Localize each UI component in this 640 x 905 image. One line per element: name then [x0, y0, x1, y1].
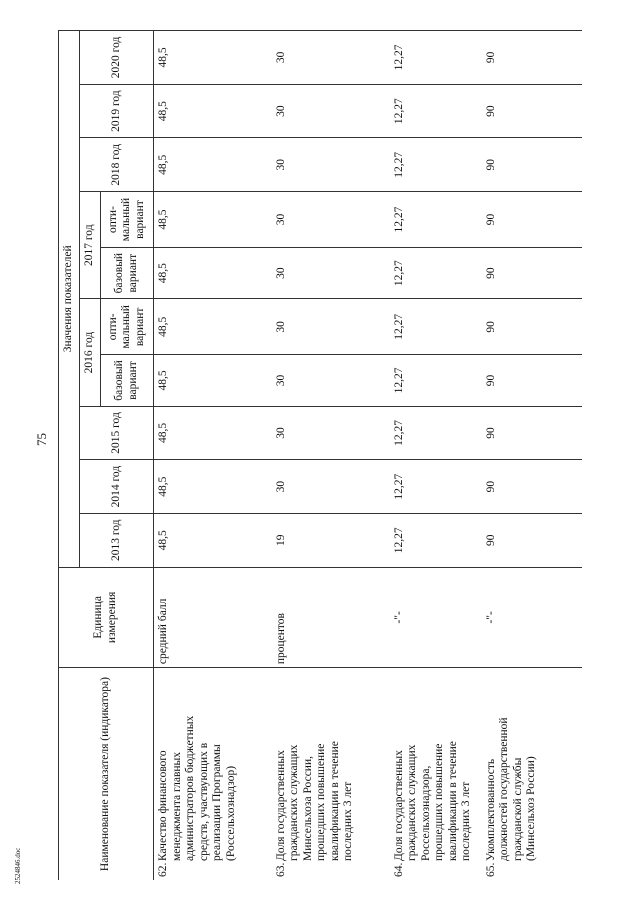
value-cell: 12,27 [390, 84, 482, 138]
indicator-name: Доля государственных гражданских служащих Россельхознадзора, прошедших повышение квалификации в течение последних 3 лет [392, 741, 473, 861]
value-cell: 90 [482, 513, 582, 567]
value-cell: 30 [272, 247, 390, 298]
value-cell: 30 [272, 355, 390, 406]
row-number: 64. [392, 862, 405, 877]
value-cell: 30 [272, 460, 390, 514]
value-cell: 12,27 [390, 460, 482, 514]
value-cell: 12,27 [390, 355, 482, 406]
unit-cell: средний балл [154, 567, 272, 668]
value-cell: 48,5 [154, 31, 272, 85]
value-cell: 12,27 [390, 31, 482, 85]
value-cell: 48,5 [154, 84, 272, 138]
header-2013: 2013 год [80, 513, 154, 567]
indicator-cell [154, 668, 272, 880]
value-cell: 90 [482, 406, 582, 460]
value-cell: 48,5 [154, 355, 272, 406]
value-cell: 12,27 [390, 513, 482, 567]
value-cell: 30 [272, 84, 390, 138]
value-cell: 90 [482, 84, 582, 138]
header-2020: 2020 год [80, 31, 154, 85]
value-cell: 12,27 [390, 406, 482, 460]
header-values: Значения показателей [59, 31, 80, 568]
value-cell: 48,5 [154, 406, 272, 460]
header-indicator: Наименование показателя (индикатора) [59, 668, 154, 880]
header-2015: 2015 год [80, 406, 154, 460]
indicator-name: Доля государственных гражданских служащих Минсельхоза России, прошедших повышение квалификации в течение последних 3 лет [274, 741, 355, 861]
indicator-name: Качество финансового менеджмента главных администраторов бюджетных средств, участвующих в реализации Программы (Россельхознадзор) [157, 715, 237, 861]
value-cell: 48,5 [154, 460, 272, 514]
page-number: 75 [34, 433, 49, 446]
indicator-cell [390, 668, 482, 880]
value-cell: 48,5 [154, 138, 272, 192]
row-number: 63. [274, 862, 287, 877]
indicator-cell [272, 668, 390, 880]
table-row [154, 31, 272, 881]
value-cell: 90 [482, 247, 582, 298]
table-row [482, 31, 582, 881]
header-2018: 2018 год [80, 138, 154, 192]
value-cell: 12,27 [390, 192, 482, 248]
value-cell: 90 [482, 138, 582, 192]
value-cell: 90 [482, 299, 582, 355]
value-cell: 90 [482, 192, 582, 248]
header-2017: 2017 год [80, 192, 101, 299]
value-cell: 30 [272, 31, 390, 85]
value-cell: 12,27 [390, 299, 482, 355]
value-cell: 90 [482, 460, 582, 514]
table-row [390, 31, 482, 881]
header-2014: 2014 год [80, 460, 154, 514]
table-row [272, 31, 390, 881]
header-unit: Единица измерения [59, 567, 154, 668]
unit-cell: процентов [272, 567, 390, 668]
row-number: 62. [157, 862, 169, 877]
value-cell: 48,5 [154, 513, 272, 567]
indicator-table [58, 30, 582, 880]
indicator-table-rotated [58, 30, 578, 880]
value-cell: 12,27 [390, 138, 482, 192]
value-cell: 90 [482, 355, 582, 406]
indicator-name: Укомплектованность должностей государственной гражданской службы (Минсельхоз России) [484, 717, 538, 861]
header-2019: 2019 год [80, 84, 154, 138]
value-cell: 12,27 [390, 247, 482, 298]
unit-cell: -"- [390, 567, 482, 668]
header-2016-opt: опти-мальный вариант [101, 299, 154, 355]
value-cell: 19 [272, 513, 390, 567]
value-cell: 48,5 [154, 299, 272, 355]
header-2016: 2016 год [80, 299, 101, 406]
footer-code: 2524846.doc [14, 847, 22, 884]
header-2017-base: базовый вариант [101, 247, 154, 298]
value-cell: 30 [272, 299, 390, 355]
value-cell: 90 [482, 31, 582, 85]
value-cell: 30 [272, 138, 390, 192]
unit-cell: -"- [482, 567, 582, 668]
header-2016-base: базовый вариант [101, 355, 154, 406]
value-cell: 30 [272, 406, 390, 460]
value-cell: 30 [272, 192, 390, 248]
header-2017-opt: опти-мальный вариант [101, 192, 154, 248]
value-cell: 48,5 [154, 247, 272, 298]
value-cell: 48,5 [154, 192, 272, 248]
row-number: 65. [484, 862, 497, 877]
indicator-cell [482, 668, 582, 880]
